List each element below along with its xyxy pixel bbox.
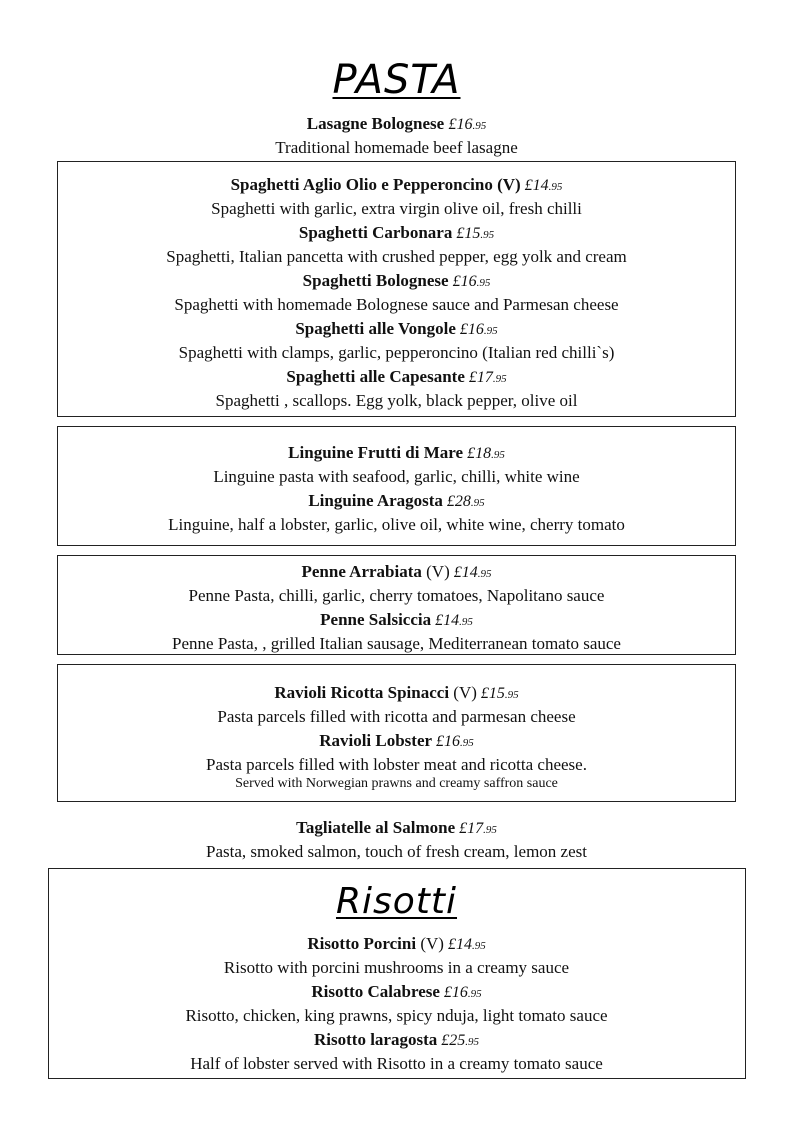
vegetarian-tag: (V) — [421, 562, 450, 581]
item-price: £18.95 — [467, 445, 505, 462]
ravioli-box — [57, 664, 736, 802]
menu-item — [58, 366, 735, 411]
item-name: Linguine Frutti di Mare — [288, 443, 464, 462]
item-name: Risotto laragosta — [314, 1030, 438, 1049]
item-name: Ravioli Lobster — [319, 731, 433, 750]
item-price: £14.95 — [435, 612, 473, 629]
item-price: £28.95 — [446, 493, 485, 510]
item-name: Spaghetti Aglio Olio e Pepperoncino (V) — [230, 175, 521, 194]
item-description: Risotto, chicken, king prawns, spicy nduja, light tomato sauce — [185, 1006, 608, 1025]
vegetarian-tag: (V) — [449, 683, 477, 702]
item-price: £16.95 — [452, 273, 491, 290]
item-price: £17.95 — [459, 820, 497, 837]
menu-item — [58, 174, 735, 219]
item-description: Half of lobster served with Risotto in a creamy tomato sauce — [190, 1054, 603, 1073]
item-price: £15.95 — [480, 685, 519, 702]
menu-item — [0, 933, 793, 978]
item-name: Tagliatelle al Salmone — [296, 818, 456, 837]
item-description: Penne Pasta, , grilled Italian sausage, Mediterranean tomato sauce — [172, 634, 621, 653]
menu-item — [58, 318, 735, 363]
item-description: Pasta, smoked salmon, touch of fresh cream, lemon zest — [206, 842, 587, 861]
menu-item — [58, 222, 735, 267]
risotti-heading: Risotti — [335, 881, 458, 922]
item-name: Spaghetti Bolognese — [302, 271, 449, 290]
item-note: Served with Norwegian prawns and creamy saffron sauce — [235, 776, 558, 791]
item-description: Penne Pasta, chilli, garlic, cherry tomatoes, Napolitano sauce — [188, 586, 605, 605]
item-description: Spaghetti with garlic, extra virgin olive oil, fresh chilli — [211, 199, 582, 218]
item-name: Penne Salsiccia — [320, 610, 432, 629]
item-description: Pasta parcels filled with ricotta and parmesan cheese — [217, 707, 576, 726]
pasta-heading: PASTA — [332, 57, 461, 103]
menu-item — [0, 1029, 793, 1074]
item-name: Risotto Calabrese — [311, 982, 440, 1001]
item-price: £17.95 — [468, 369, 507, 386]
item-description: Spaghetti, Italian pancetta with crushed pepper, egg yolk and cream — [166, 247, 627, 266]
item-name: Spaghetti Carbonara — [298, 223, 453, 242]
item-name: Spaghetti alle Capesante — [286, 367, 465, 386]
item-name: Ravioli Ricotta Spinacci — [274, 683, 450, 702]
vegetarian-tag: (V) — [416, 934, 444, 953]
item-price: £14.95 — [524, 177, 563, 194]
menu-item — [58, 682, 735, 727]
item-price: £16.95 — [436, 733, 474, 750]
item-name: Spaghetti alle Vongole — [295, 319, 456, 338]
item-price: £16.95 — [443, 984, 482, 1001]
item-price: £16.95 — [448, 116, 487, 133]
item-description: Linguine, half a lobster, garlic, olive oil, white wine, cherry tomato — [168, 515, 625, 534]
item-name: Risotto Porcini — [307, 934, 417, 953]
menu-item — [58, 490, 735, 535]
item-price: £14.95 — [453, 564, 492, 581]
item-description: Spaghetti with clamps, garlic, pepperoncino (Italian red chilli`s) — [178, 343, 615, 362]
menu-item — [58, 270, 735, 315]
menu-item — [58, 442, 735, 487]
item-description: Pasta parcels filled with lobster meat and ricotta cheese. — [206, 755, 587, 774]
item-description: Linguine pasta with seafood, garlic, chilli, white wine — [213, 467, 580, 486]
item-name: Penne Arrabiata — [301, 562, 422, 581]
item-price: £25.95 — [441, 1032, 479, 1049]
menu-item — [58, 609, 735, 654]
item-price: £15.95 — [456, 225, 495, 242]
linguine-box — [57, 426, 736, 546]
menu-item — [0, 981, 793, 1026]
menu-item — [58, 730, 735, 793]
item-description: Risotto with porcini mushrooms in a creamy sauce — [223, 958, 570, 977]
item-name: Linguine Aragosta — [308, 491, 443, 510]
item-name: Lasagne Bolognese — [306, 114, 445, 133]
spaghetti-box — [57, 161, 736, 417]
penne-box — [57, 555, 736, 655]
item-description: Traditional homemade beef lasagne — [275, 138, 518, 157]
menu-item-lasagne — [0, 113, 793, 158]
menu-item-tagliatelle — [0, 817, 793, 862]
item-price: £16.95 — [459, 321, 498, 338]
menu-item — [58, 561, 735, 606]
item-price: £14.95 — [447, 936, 486, 953]
item-description: Spaghetti , scallops. Egg yolk, black pepper, olive oil — [215, 391, 578, 410]
item-description: Spaghetti with homemade Bolognese sauce and Parmesan cheese — [174, 295, 619, 314]
